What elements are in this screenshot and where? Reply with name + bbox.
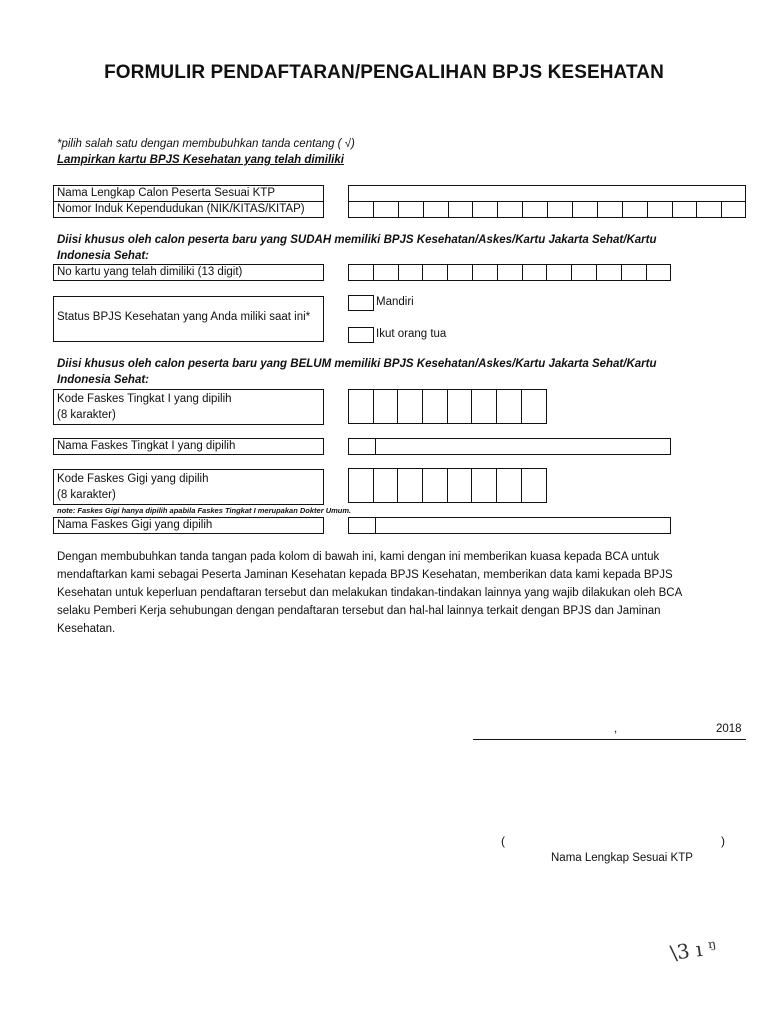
card-number-cell[interactable] — [622, 265, 647, 280]
nik-cell[interactable] — [374, 202, 399, 217]
gigi-code-cell[interactable] — [472, 469, 497, 502]
nik-cell[interactable] — [697, 202, 722, 217]
nik-cell[interactable] — [722, 202, 747, 217]
nik-cell[interactable] — [648, 202, 673, 217]
faskes1-code-cell[interactable] — [374, 390, 399, 423]
faskes1-code-label-box — [53, 389, 324, 425]
nik-cell[interactable] — [548, 202, 573, 217]
faskes1-code-cell[interactable] — [448, 390, 473, 423]
gigi-code-cell[interactable] — [398, 469, 423, 502]
signature-open-paren: ( — [501, 834, 505, 848]
card-number-cell[interactable] — [448, 265, 473, 280]
nik-cell[interactable] — [449, 202, 474, 217]
card-number-cell[interactable] — [349, 265, 374, 280]
faskes1-name-field[interactable] — [348, 438, 671, 455]
card-number-cell[interactable] — [597, 265, 622, 280]
gigi-code-label-box — [53, 469, 324, 505]
gigi-name-cell[interactable] — [376, 518, 669, 533]
nik-cell[interactable] — [598, 202, 623, 217]
faskes1-code-cell[interactable] — [497, 390, 522, 423]
section-new-heading: Diisi khusus oleh calon peserta baru yang BELUM memiliki BPJS Kesehatan/Askes/Kartu Jakarta Sehat/Kartu Indonesia Sehat: — [57, 358, 657, 386]
card-number-cell[interactable] — [473, 265, 498, 280]
mandiri-option-label: Mandiri — [376, 296, 414, 308]
card-number-cell[interactable] — [647, 265, 672, 280]
status-label-box — [53, 296, 324, 342]
faskes1-name-cell[interactable] — [376, 439, 669, 454]
nik-cell[interactable] — [623, 202, 648, 217]
card-number-grid[interactable] — [348, 264, 671, 281]
signature-name-caption: Nama Lengkap Sesuai KTP — [551, 852, 693, 864]
full-name-field[interactable] — [348, 185, 746, 202]
faskes1-code-sublabel: (8 karakter) — [57, 409, 116, 421]
ikut-orang-tua-checkbox[interactable] — [348, 327, 374, 343]
nik-label: Nomor Induk Kependudukan (NIK/KITAS/KITAP) — [53, 201, 324, 218]
gigi-code-cell[interactable] — [423, 469, 448, 502]
card-number-cell[interactable] — [547, 265, 572, 280]
nik-cell[interactable] — [473, 202, 498, 217]
card-number-cell[interactable] — [572, 265, 597, 280]
gigi-code-grid[interactable] — [348, 468, 547, 503]
full-name-label: Nama Lengkap Calon Peserta Sesuai KTP — [53, 185, 324, 202]
date-year: 2018 — [716, 723, 742, 735]
nik-cell[interactable] — [424, 202, 449, 217]
handwriting-marks: \3 ı ᵑ — [668, 934, 719, 966]
gigi-code-cell[interactable] — [349, 469, 374, 502]
instruction-attach-card: Lampirkan kartu BPJS Kesehatan yang telah dimiliki — [57, 154, 344, 166]
gigi-name-field[interactable] — [348, 517, 671, 534]
gigi-name-label: Nama Faskes Gigi yang dipilih — [53, 517, 324, 534]
gigi-code-cell[interactable] — [497, 469, 522, 502]
faskes1-code-label: Kode Faskes Tingkat I yang dipilih — [57, 393, 232, 405]
card-number-cell[interactable] — [423, 265, 448, 280]
faskes1-code-cell[interactable] — [398, 390, 423, 423]
nik-cell[interactable] — [349, 202, 374, 217]
faskes1-code-cell[interactable] — [349, 390, 374, 423]
status-label: Status BPJS Kesehatan yang Anda miliki saat ini* — [57, 311, 311, 323]
date-line[interactable] — [473, 739, 746, 740]
faskes1-name-first-cell[interactable] — [349, 439, 376, 454]
consent-paragraph: Dengan membubuhkan tanda tangan pada kolom di bawah ini, kami dengan ini memberikan kuasa kepada BCA untuk mendaftarkan kami sebagai Peserta Jaminan Kesehatan kepada BPJS Kesehatan, memberikan data kami kepada BPJS Kesehatan untuk keperluan pendaftaran tersebut dan melakukan tindakan-tindakan lainnya yang wajib dilakukan oleh BCA selaku Pemberi Kerja sehubungan dengan pendaftaran tersebut dan hal-hal lainnya terkait dengan BPJS dan Jaminan Kesehatan. — [57, 551, 682, 635]
card-number-label: No kartu yang telah dimiliki (13 digit) — [53, 264, 324, 281]
date-comma: , — [614, 723, 618, 735]
signature-close-paren: ) — [721, 834, 725, 848]
faskes1-code-cell[interactable] — [522, 390, 547, 423]
instruction-checkmark: *pilih salah satu dengan membubuhkan tanda centang ( √) — [57, 138, 355, 150]
nik-cell[interactable] — [673, 202, 698, 217]
faskes1-code-cell[interactable] — [423, 390, 448, 423]
section-existing-heading: Diisi khusus oleh calon peserta baru yang SUDAH memiliki BPJS Kesehatan/Askes/Kartu Jakarta Sehat/Kartu Indonesia Sehat: — [57, 234, 657, 262]
nik-cell[interactable] — [523, 202, 548, 217]
mandiri-checkbox[interactable] — [348, 295, 374, 311]
gigi-name-first-cell[interactable] — [349, 518, 376, 533]
gigi-code-cell[interactable] — [448, 469, 473, 502]
nik-cell[interactable] — [573, 202, 598, 217]
gigi-code-label: Kode Faskes Gigi yang dipilih — [57, 473, 209, 485]
nik-grid[interactable] — [348, 201, 746, 218]
form-title: FORMULIR PENDAFTARAN/PENGALIHAN BPJS KESEHATAN — [104, 62, 664, 83]
gigi-code-sublabel: (8 karakter) — [57, 489, 116, 501]
nik-cell[interactable] — [498, 202, 523, 217]
gigi-code-cell[interactable] — [522, 469, 547, 502]
faskes1-name-label: Nama Faskes Tingkat I yang dipilih — [53, 438, 324, 455]
ikut-orang-tua-option-label: Ikut orang tua — [376, 328, 447, 340]
card-number-cell[interactable] — [399, 265, 424, 280]
card-number-cell[interactable] — [498, 265, 523, 280]
nik-cell[interactable] — [399, 202, 424, 217]
card-number-cell[interactable] — [374, 265, 399, 280]
gigi-code-cell[interactable] — [374, 469, 399, 502]
faskes1-code-grid[interactable] — [348, 389, 547, 424]
card-number-cell[interactable] — [523, 265, 548, 280]
faskes1-code-cell[interactable] — [472, 390, 497, 423]
gigi-note: note: Faskes Gigi hanya dipilih apabila Faskes Tingkat I merupakan Dokter Umum. — [57, 506, 352, 515]
